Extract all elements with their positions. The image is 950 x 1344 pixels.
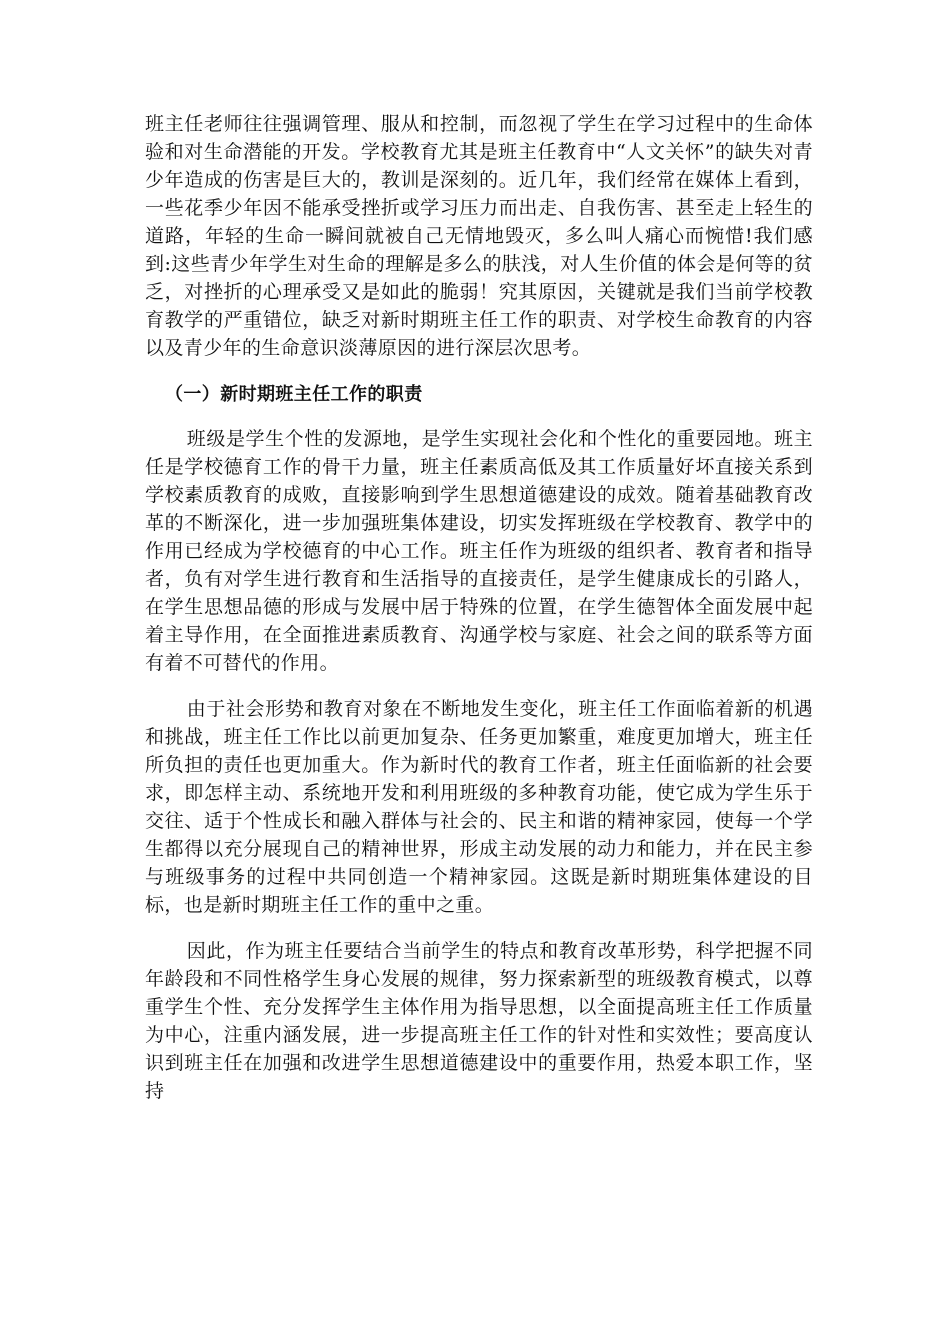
section-heading: （一）新时期班主任工作的职责: [165, 384, 423, 405]
paragraph-new-challenges: 由于社会形势和教育对象在不断地发生变化，班主任工作面临着新的机遇和挑战，班主任工作比以前更加复杂、任务更加繁重，难度更加增大，班主任所负担的责任也更加重大。作为新时代的教育工作者，班主任面临新的社会要求，即怎样主动、系统地开发和利用班级的多种教育功能，使它成为学生乐于交往、适于个性成长和融入群体与社会的、民主和谐的精神家园，使每一个学生都得以充分展现自己的精神世界，形成主动发展的动力和能力，并在民主参与班级事务的过程中共同创造一个精神家园。这既是新时期班集体建设的目标，也是新时期班主任工作的重中之重。: [145, 698, 813, 916]
paragraph-class-role: 班级是学生个性的发源地，是学生实现社会化和个性化的重要园地。班主任是学校德育工作的骨干力量，班主任素质高低及其工作质量好坏直接关系到学校素质教育的成败，直接影响到学生思想道德建设的成效。随着基础教育改革的不断深化，进一步加强班集体建设，切实发挥班级在学校教育、教学中的作用已经成为学校德育的中心工作。班主任作为班级的组织者、教育者和指导者，负有对学生进行教育和生活指导的直接责任，是学生健康成长的引路人，在学生思想品德的形成与发展中居于特殊的位置，在学生德智体全面发展中起着主导作用，在全面推进素质教育、沟通学校与家庭、社会之间的联系等方面有着不可替代的作用。: [145, 428, 813, 674]
paragraph-continuation: 班主任老师往往强调管理、服从和控制，而忽视了学生在学习过程中的生命体验和对生命潜能的开发。学校教育尤其是班主任教育中“人文关怀”的缺失对青少年造成的伤害是巨大的，教训是深刻的。近几年，我们经常在媒体上看到，一些花季少年因不能承受挫折或学习压力而出走、自我伤害、甚至走上轻生的道路，年轻的生命一瞬间就被自己无情地毁灭，多么叫人痛心而惋惜!我们感到:这些青少年学生对生命的理解是多么的肤浅，对人生价值的体会是何等的贫乏，对挫折的心理承受又是如此的脆弱！究其原因，关键就是我们当前学校教育教学的严重错位，缺乏对新时期班主任工作的职责、对学校生命教育的内容以及青少年的生命意识淡薄原因的进行深层次思考。: [145, 113, 813, 359]
paragraph-therefore: 因此，作为班主任要结合当前学生的特点和教育改革形势，科学把握不同年龄段和不同性格学生身心发展的规律，努力探索新型的班级教育模式，以尊重学生个性、充分发挥学生主体作用为指导思想，以全面提高班主任工作质量为中心，注重内涵发展，进一步提高班主任工作的针对性和实效性；要高度认识到班主任在加强和改进学生思想道德建设中的重要作用，热爱本职工作，坚持: [145, 940, 813, 1102]
document-page: [145, 110, 813, 1105]
